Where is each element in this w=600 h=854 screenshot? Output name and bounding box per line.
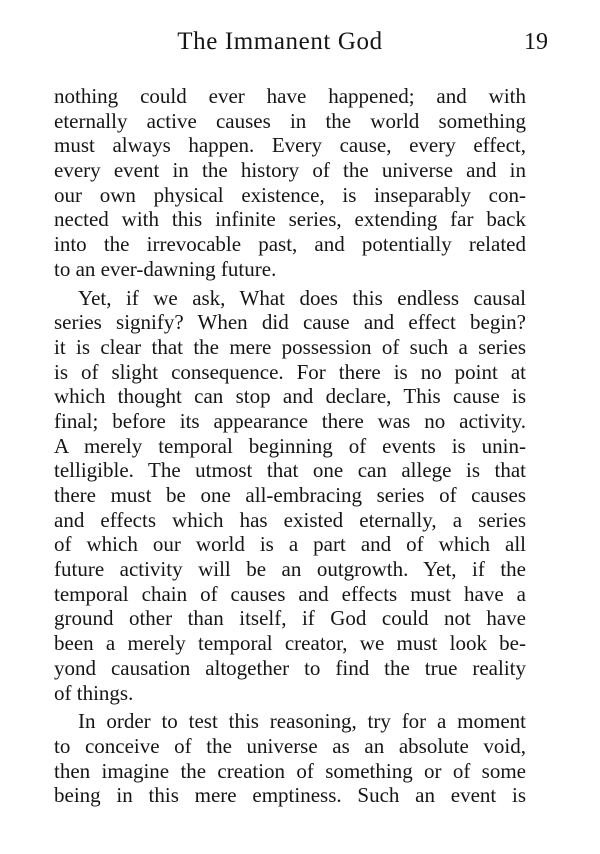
- text-line: yond causation altogether to find the true reality: [54, 655, 526, 680]
- text-line: to conceive of the universe as an absolute void,: [54, 733, 526, 758]
- page-number: 19: [524, 29, 548, 55]
- text-line: been a merely temporal creator, we must look be-: [54, 631, 526, 656]
- text-line: nothing could ever have happened; and with: [54, 84, 526, 108]
- text-line: nected with this infinite series, extending far back: [54, 207, 526, 232]
- text-line: there must be one all-embracing series of causes: [54, 483, 526, 507]
- running-title: The Immanent God: [177, 28, 383, 55]
- body-text: [54, 84, 526, 808]
- text-line: eternally active causes in the world something: [54, 108, 526, 133]
- paragraph-3: [54, 709, 526, 808]
- text-line: it is clear that the mere possession of such a series: [54, 334, 526, 359]
- text-line: every event in the history of the universe and in: [54, 158, 526, 183]
- text-line: and effects which has existed eternally, a series: [54, 507, 526, 532]
- text-line: then imagine the creation of something or of some: [54, 758, 526, 783]
- text-line: final; before its appearance there was no activity.: [54, 408, 526, 433]
- text-line: must always happen. Every cause, every effect,: [54, 133, 526, 158]
- running-head: [0, 28, 600, 62]
- paragraph-1: [54, 84, 526, 282]
- text-line: is of slight consequence. For there is no point at: [54, 359, 526, 384]
- text-line: series signify? When did cause and effect begin?: [54, 310, 526, 335]
- text-line: ground other than itself, if God could not have: [54, 606, 526, 631]
- text-line: of things.: [54, 680, 134, 705]
- text-line: In order to test this reasoning, try for a moment: [78, 709, 526, 734]
- text-line: A merely temporal beginning of events is unin-: [54, 433, 526, 458]
- text-line: being in this mere emptiness. Such an event is: [54, 783, 526, 808]
- text-line: which thought can stop and declare, This cause is: [54, 384, 526, 409]
- text-line: telligible. The utmost that one can allege is that: [54, 458, 526, 483]
- text-line: temporal chain of causes and effects must have a: [54, 581, 526, 606]
- text-line: future activity will be an outgrowth. Yet, if the: [54, 557, 526, 582]
- text-line: Yet, if we ask, What does this endless causal: [78, 285, 526, 310]
- text-line: into the irrevocable past, and potentially related: [54, 232, 526, 257]
- text-line: our own physical existence, is inseparably con-: [54, 182, 526, 207]
- paragraph-2: [54, 286, 526, 706]
- text-line: of which our world is a part and of which all: [54, 532, 526, 557]
- text-line: to an ever-dawning future.: [54, 256, 277, 281]
